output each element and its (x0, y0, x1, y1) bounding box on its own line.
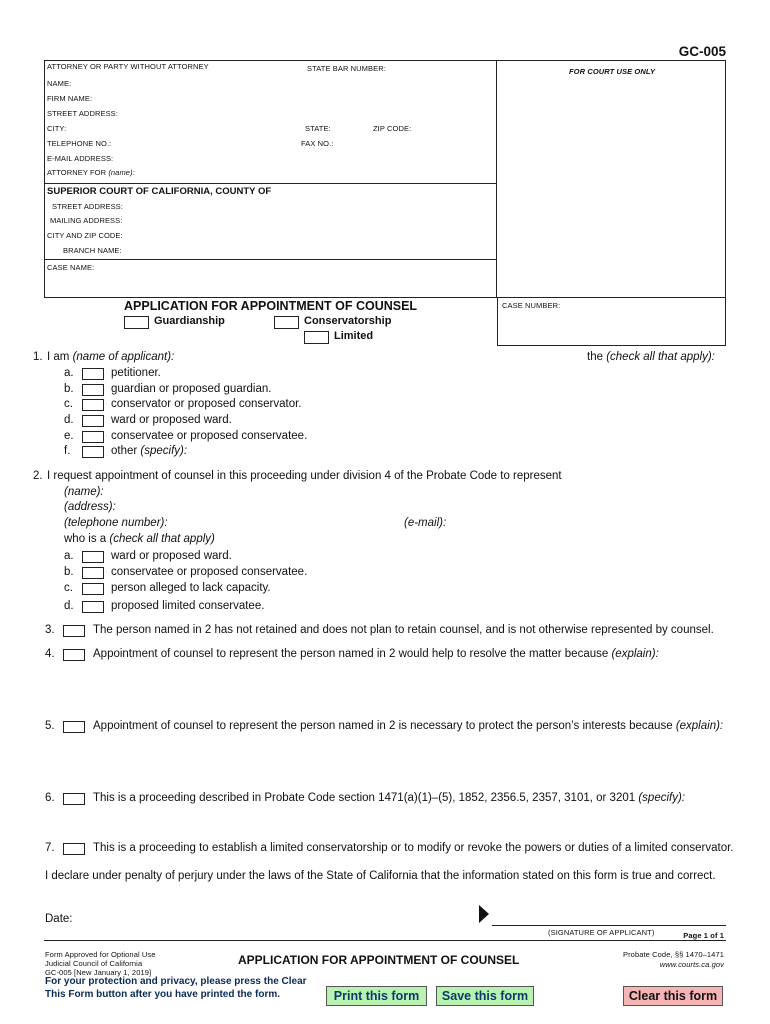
item2-option-c: person alleged to lack capacity. (111, 582, 271, 594)
item1-letter-d: d. (64, 414, 74, 426)
case-number-field[interactable] (502, 314, 722, 342)
county-field[interactable] (290, 186, 494, 198)
footer-title: APPLICATION FOR APPOINTMENT OF COUNSEL (238, 953, 520, 967)
form-title: APPLICATION FOR APPOINTMENT OF COUNSEL (124, 299, 418, 313)
conservatorship-label: Conservatorship (304, 315, 392, 327)
item1-num: 1. (33, 351, 43, 363)
item5-italic: (explain): (675, 720, 724, 732)
item2-checkbox-b[interactable] (82, 567, 104, 579)
item2-checkbox-c[interactable] (82, 583, 104, 595)
item6-num: 6. (45, 792, 55, 804)
item2-letter-c: c. (64, 582, 73, 594)
court-city-label: CITY AND ZIP CODE: (47, 231, 123, 240)
item1-option-b: guardian or proposed guardian. (111, 383, 272, 395)
applicant-printed-name-field[interactable] (300, 911, 470, 925)
item4-explain-field[interactable] (63, 665, 720, 715)
item6-specify-field[interactable] (63, 809, 720, 837)
case-number-label: CASE NUMBER: (502, 301, 561, 310)
date-label: Date: (45, 913, 73, 925)
name-field[interactable] (74, 76, 494, 88)
item4-italic: (explain): (611, 648, 659, 660)
footer-council: Judicial Council of California (45, 959, 143, 968)
item1-letter-c: c. (64, 398, 73, 410)
item4-checkbox[interactable] (63, 649, 85, 661)
court-street-label: STREET ADDRESS: (52, 202, 123, 211)
item7-num: 7. (45, 842, 55, 854)
form-id: GC-005 (678, 44, 726, 59)
represented-phone-field[interactable] (170, 516, 400, 530)
signature-label: (SIGNATURE OF APPLICANT) (548, 928, 655, 937)
attorney-for-label: ATTORNEY FOR (47, 168, 107, 177)
item2-num: 2. (33, 470, 43, 482)
item1-option-a: petitioner. (111, 367, 161, 379)
conservatorship-checkbox[interactable] (274, 316, 299, 329)
court-use-label: FOR COURT USE ONLY (569, 67, 656, 76)
email-label: E-MAIL ADDRESS: (47, 154, 114, 163)
save-button[interactable]: Save this form (436, 986, 534, 1006)
item5-num: 5. (45, 720, 55, 732)
item5-checkbox[interactable] (63, 721, 85, 733)
item1-option-e: conservatee or proposed conservatee. (111, 430, 308, 442)
item1-right-italic: (check all that apply): (606, 351, 715, 363)
limited-checkbox[interactable] (304, 331, 329, 344)
item3-num: 3. (45, 624, 55, 636)
item1-right: the (587, 351, 603, 363)
item2-text: I request appointment of counsel in this proceeding under division 4 of the Probate Code to represent (47, 470, 562, 482)
item1-text: I am (47, 351, 70, 363)
court-use-block (497, 60, 726, 297)
item1-letter-e: e. (64, 430, 74, 442)
court-rule (44, 183, 497, 184)
page-label: Page 1 of 1 (683, 931, 724, 940)
item5-text: Appointment of counsel to represent the person named in 2 is necessary to protect the person’s interests because (93, 720, 673, 732)
item1-checkbox-b[interactable] (82, 384, 104, 396)
item2-option-d: proposed limited conservatee. (111, 600, 265, 612)
case-name-label: CASE NAME: (47, 263, 95, 272)
footer-rule (44, 940, 726, 941)
footer-website: www.courts.ca.gov (659, 960, 724, 969)
item2-letter-a: a. (64, 550, 74, 562)
other-specify-field[interactable] (200, 444, 720, 458)
firm-label: FIRM NAME: (47, 94, 93, 103)
privacy-notice-line1: For your protection and privacy, please press the Clear (45, 976, 307, 987)
item1-checkbox-c[interactable] (82, 399, 104, 411)
item2-option-a: ward or proposed ward. (111, 550, 232, 562)
item3-checkbox[interactable] (63, 625, 85, 637)
item1-checkbox-f[interactable] (82, 446, 104, 458)
limited-label: Limited (334, 330, 374, 342)
item2-letter-d: d. (64, 600, 74, 612)
item3-text: The person named in 2 has not retained and does not plan to retain counsel, and is not otherwise represented by counsel. (93, 624, 714, 636)
item1-letter-a: a. (64, 367, 74, 379)
case-name-rule (44, 259, 497, 260)
attorney-label: ATTORNEY OR PARTY WITHOUT ATTORNEY (47, 62, 209, 71)
item1-checkbox-e[interactable] (82, 431, 104, 443)
item6-italic: (specify): (638, 792, 685, 804)
state-label: STATE: (305, 124, 331, 133)
firm-field[interactable] (96, 91, 494, 103)
item1-option-f: other (111, 445, 138, 457)
item1-option-c: conservator or proposed conservator. (111, 398, 302, 410)
item4-num: 4. (45, 648, 55, 660)
zip-label: ZIP CODE: (373, 124, 412, 133)
court-branch-label: BRANCH NAME: (63, 246, 122, 255)
item7-text: This is a proceeding to establish a limited conservatorship or to modify or revoke the powers or duties of a limited conservator. (93, 842, 734, 854)
court-title: SUPERIOR COURT OF CALIFORNIA, COUNTY OF (47, 186, 272, 197)
item2-who-is-italic: (check all that apply) (109, 533, 215, 545)
item1-italic: (name of applicant): (72, 351, 175, 363)
item1-checkbox-d[interactable] (82, 415, 104, 427)
item1-option-d: ward or proposed ward. (111, 414, 232, 426)
represented-name-field[interactable] (110, 485, 720, 499)
clear-button[interactable]: Clear this form (623, 986, 723, 1006)
item2-email-label: (e-mail): (404, 517, 447, 529)
item2-name-label: (name): (64, 486, 104, 498)
privacy-notice-line2: This Form button after you have printed the form. (45, 989, 281, 1000)
case-name-field[interactable] (100, 262, 494, 292)
item2-who-is: who is a (64, 533, 107, 545)
attorney-for-name: (name): (108, 168, 135, 177)
item1-other-specify: (specify): (140, 445, 188, 457)
print-button[interactable]: Print this form (326, 986, 427, 1006)
item2-option-b: conservatee or proposed conservatee. (111, 566, 308, 578)
item1-letter-f: f. (64, 445, 71, 457)
item2-letter-b: b. (64, 566, 74, 578)
phone-label: TELEPHONE NO.: (47, 139, 112, 148)
represented-email-field[interactable] (450, 516, 720, 530)
footer-approved: Form Approved for Optional Use (45, 950, 156, 959)
city-label: CITY: (47, 124, 67, 133)
applicant-name-field[interactable] (192, 350, 584, 364)
footer-revision: GC-005 [New January 1, 2019] (45, 968, 152, 977)
court-mailing-label: MAILING ADDRESS: (50, 216, 123, 225)
signature-arrow-icon (479, 905, 489, 923)
footer-code: Probate Code, §§ 1470–1471 (622, 950, 724, 959)
date-field[interactable] (80, 911, 280, 925)
declaration: I declare under penalty of perjury under the laws of the State of California that the information stated on this form is true and correct. (45, 870, 716, 882)
represented-address-field[interactable] (120, 500, 720, 514)
item1-letter-b: b. (64, 383, 74, 395)
item6-text: This is a proceeding described in Probate Code section 1471(a)(1)–(5), 1852, 2356.5, 2357, 3101, or 3201 (93, 792, 636, 804)
guardianship-label: Guardianship (154, 315, 225, 327)
item2-checkbox-a[interactable] (82, 551, 104, 563)
item2-address-label: (address): (64, 501, 116, 513)
item2-phone-label: (telephone number): (64, 517, 168, 529)
item5-explain-field[interactable] (63, 737, 720, 787)
street-field[interactable] (120, 106, 494, 118)
fax-label: FAX NO.: (301, 139, 334, 148)
item1-checkbox-a[interactable] (82, 368, 104, 380)
item4-text: Appointment of counsel to represent the person named in 2 would help to resolve the matter because (93, 648, 609, 660)
state-bar-label: STATE BAR NUMBER: (307, 64, 386, 73)
signature-line (492, 925, 726, 926)
item2-checkbox-d[interactable] (82, 601, 104, 613)
guardianship-checkbox[interactable] (124, 316, 149, 329)
item7-checkbox[interactable] (63, 843, 85, 855)
item6-checkbox[interactable] (63, 793, 85, 805)
name-label: NAME: (47, 79, 72, 88)
street-label: STREET ADDRESS: (47, 109, 118, 118)
